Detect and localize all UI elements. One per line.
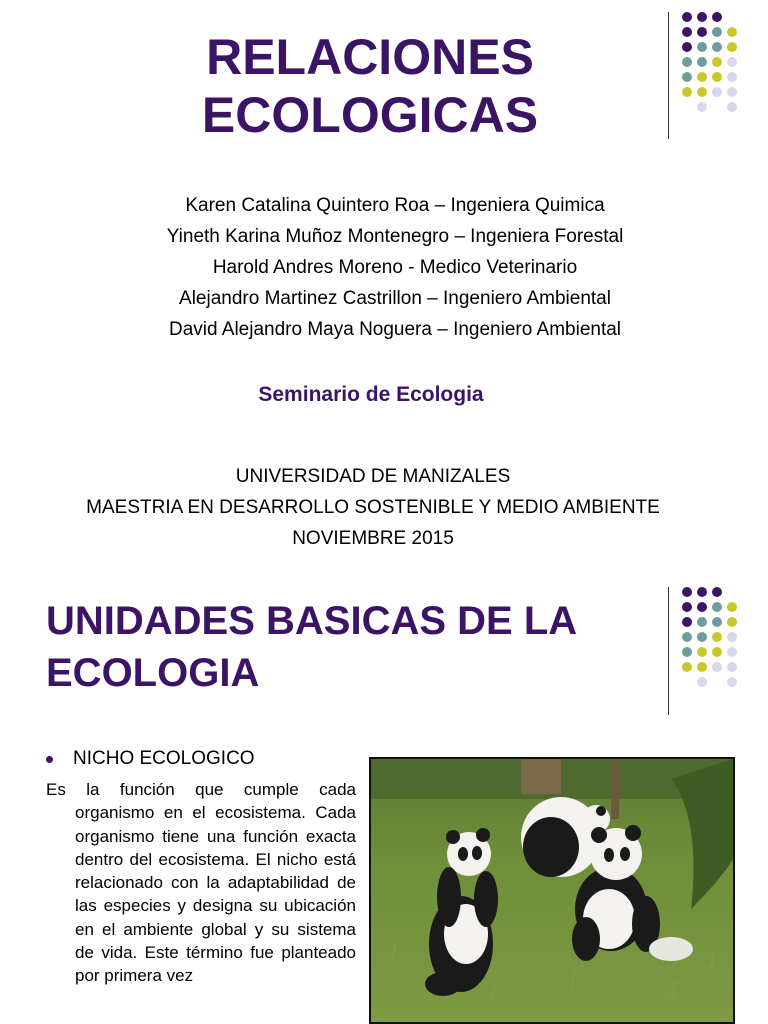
author-item: Alejandro Martinez Castrillon – Ingeniero Ambiental <box>179 288 611 309</box>
decorative-dot <box>727 42 737 52</box>
decorative-dot <box>727 662 737 672</box>
decorative-dot <box>697 12 707 22</box>
author-item: David Alejandro Maya Noguera – Ingeniero Ambiental <box>168 319 622 340</box>
decorative-dot <box>712 632 722 642</box>
decorative-dot <box>712 587 722 597</box>
decorative-dot <box>697 102 707 112</box>
decorative-dot <box>727 677 737 687</box>
decorative-dot <box>697 27 707 37</box>
author-list <box>0 190 768 345</box>
decorative-dot <box>712 617 722 627</box>
paragraph-text: Es la función que cumple cada organismo en el ecosistema. Cada organismo tiene una función exacta dentro del ecosistema. El nicho está relacionado con la adaptabilidad de las especies y designa su ubicación en el ambiente global y su sistema de vida. Este término fue planteado por primera vez <box>46 780 356 986</box>
decorative-dot <box>697 662 707 672</box>
decorative-dot <box>697 647 707 657</box>
decorative-dot <box>682 12 692 22</box>
author-item: Karen Catalina Quintero Roa – Ingeniera Quimica <box>185 195 605 216</box>
decorative-dot <box>697 602 707 612</box>
decorative-dot <box>727 632 737 642</box>
decorative-dot <box>727 72 737 82</box>
decorative-dot <box>712 42 722 52</box>
decorative-dot <box>697 72 707 82</box>
decorative-dot <box>682 42 692 52</box>
decorative-dot <box>682 602 692 612</box>
decorative-dot <box>727 647 737 657</box>
decorative-dot <box>727 27 737 37</box>
institution-line: MAESTRIA EN DESARROLLO SOSTENIBLE Y MEDIO AMBIENTE <box>86 497 660 518</box>
decorative-dot <box>727 87 737 97</box>
slide-content-heading: UNIDADES BASICAS DE LA ECOLOGIA <box>46 599 578 695</box>
decorative-dot <box>682 647 692 657</box>
decorative-dot <box>712 57 722 67</box>
decorative-dot <box>682 662 692 672</box>
bullet-icon <box>46 756 53 763</box>
decorative-dot <box>697 87 707 97</box>
decorative-dot <box>712 27 722 37</box>
decorative-dot <box>697 617 707 627</box>
decorative-dot <box>682 632 692 642</box>
institution-block <box>0 461 746 554</box>
decorative-dot <box>727 102 737 112</box>
decorative-dot <box>682 57 692 67</box>
decorative-dot <box>712 87 722 97</box>
decorative-dot <box>697 632 707 642</box>
decorative-dot <box>712 662 722 672</box>
pandas-image <box>371 759 733 1022</box>
decorative-dot <box>682 72 692 82</box>
decorative-dot-grid-icon <box>682 12 762 122</box>
decorative-dot <box>727 57 737 67</box>
author-item: Yineth Karina Muñoz Montenegro – Ingeniera Forestal <box>166 226 624 247</box>
decorative-dot <box>697 677 707 687</box>
institution-line: NOVIEMBRE 2015 <box>292 528 454 549</box>
decorative-dot <box>727 602 737 612</box>
decorative-divider <box>668 587 669 715</box>
decorative-dot <box>682 87 692 97</box>
decorative-dot <box>697 587 707 597</box>
decorative-dot <box>712 12 722 22</box>
decorative-dot <box>682 617 692 627</box>
bullet-item <box>46 748 255 770</box>
decorative-divider <box>668 12 669 139</box>
decorative-dot <box>712 72 722 82</box>
decorative-dot <box>712 647 722 657</box>
decorative-dot <box>682 587 692 597</box>
decorative-dot <box>712 602 722 612</box>
bullet-label: NICHO ECOLOGICO <box>73 748 255 769</box>
institution-line: UNIVERSIDAD DE MANIZALES <box>235 466 511 487</box>
decorative-dot-grid-icon <box>682 587 762 697</box>
decorative-dot <box>682 27 692 37</box>
decorative-dot <box>727 617 737 627</box>
slide-title-heading: RELACIONES ECOLOGICAS <box>201 29 539 143</box>
decorative-dot <box>697 42 707 52</box>
author-item: Harold Andres Moreno - Medico Veterinario <box>212 257 578 278</box>
pandas-photo <box>369 757 735 1024</box>
decorative-dot <box>697 57 707 67</box>
seminar-label: Seminario de Ecologia <box>258 383 484 406</box>
slide-content <box>0 575 768 1024</box>
